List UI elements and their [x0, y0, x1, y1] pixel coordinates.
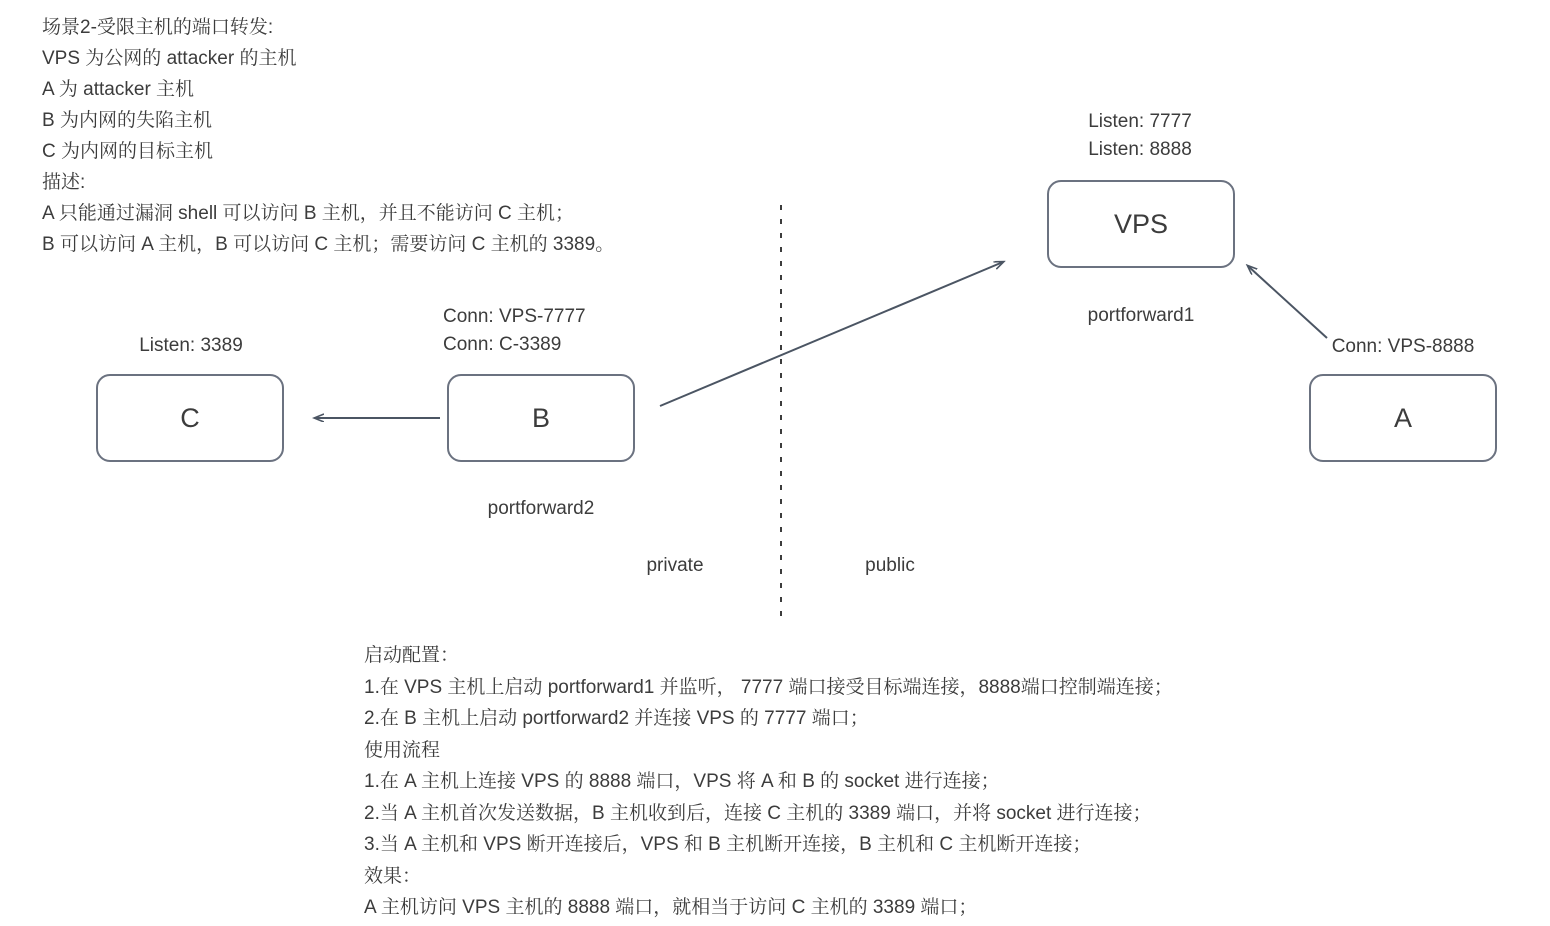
footer-line-4: 使用流程 — [364, 739, 441, 761]
node-a-label: A — [1393, 402, 1412, 433]
footer-line-8: 效果： — [364, 865, 422, 887]
footer-line-5: 1.在 A 主机上连接 VPS 的 8888 端口，VPS 将 A 和 B 的 socket 进行连接； — [364, 771, 1000, 792]
description-line-2: VPS 为公网的 attacker 的主机 — [42, 48, 297, 69]
node-c-label: C — [180, 402, 200, 433]
b-portforward-label: portforward2 — [487, 498, 595, 519]
zone-private-label: private — [646, 555, 704, 576]
footer-line-1: 启动配置： — [364, 645, 460, 666]
vps-listen-7777-label: Listen: 7777 — [1088, 111, 1192, 132]
description-line-6: 描述: — [42, 172, 86, 193]
node-vps — [1047, 180, 1235, 268]
description-line-1: 场景2-受限主机的端口转发: — [42, 17, 274, 38]
b-conn-c-label: Conn: C-3389 — [443, 334, 562, 355]
footer-line-9: A 主机访问 VPS 主机的 8888 端口，就相当于访问 C 主机的 3389 端口； — [364, 897, 978, 918]
node-b-label: B — [531, 402, 550, 433]
footer-line-6: 2.当 A 主机首次发送数据，B 主机收到后，连接 C 主机的 3389 端口，并将 socket 进行连接； — [364, 802, 1152, 824]
vps-listen-8888-label: Listen: 8888 — [1088, 139, 1192, 160]
description-line-7: A 只能通过漏洞 shell 可以访问 B 主机，并且不能访问 C 主机； — [42, 203, 575, 224]
scenario-description — [42, 12, 614, 260]
usage-notes — [364, 640, 1173, 924]
node-vps-label: VPS — [1113, 208, 1169, 239]
description-line-4: B 为内网的失陷主机 — [42, 110, 212, 131]
c-listen-label: Listen: 3389 — [139, 335, 243, 356]
footer-line-7: 3.当 A 主机和 VPS 断开连接后，VPS 和 B 主机断开连接，B 主机和 C 主机断开连接； — [364, 834, 1092, 855]
footer-line-2: 1.在 VPS 主机上启动 portforward1 并监听， 7777 端口接受目标端连接，8888端口控制端连接； — [364, 676, 1173, 698]
description-line-3: A 为 attacker 主机 — [42, 79, 195, 100]
footer-line-3: 2.在 B 主机上启动 portforward2 并连接 VPS 的 7777 端口； — [364, 708, 869, 729]
a-conn-label: Conn: VPS-8888 — [1331, 336, 1475, 357]
arrow-b-to-vps — [660, 262, 1003, 406]
description-line-5: C 为内网的目标主机 — [42, 141, 214, 162]
node-a — [1309, 374, 1497, 462]
description-line-8: B 可以访问 A 主机，B 可以访问 C 主机；需要访问 C 主机的 3389。 — [42, 234, 615, 255]
zone-public-label: public — [865, 555, 915, 576]
b-conn-vps-label: Conn: VPS-7777 — [443, 306, 586, 327]
node-c — [96, 374, 284, 462]
vps-portforward-label: portforward1 — [1087, 305, 1195, 326]
arrow-a-to-vps — [1248, 266, 1327, 338]
node-b — [447, 374, 635, 462]
